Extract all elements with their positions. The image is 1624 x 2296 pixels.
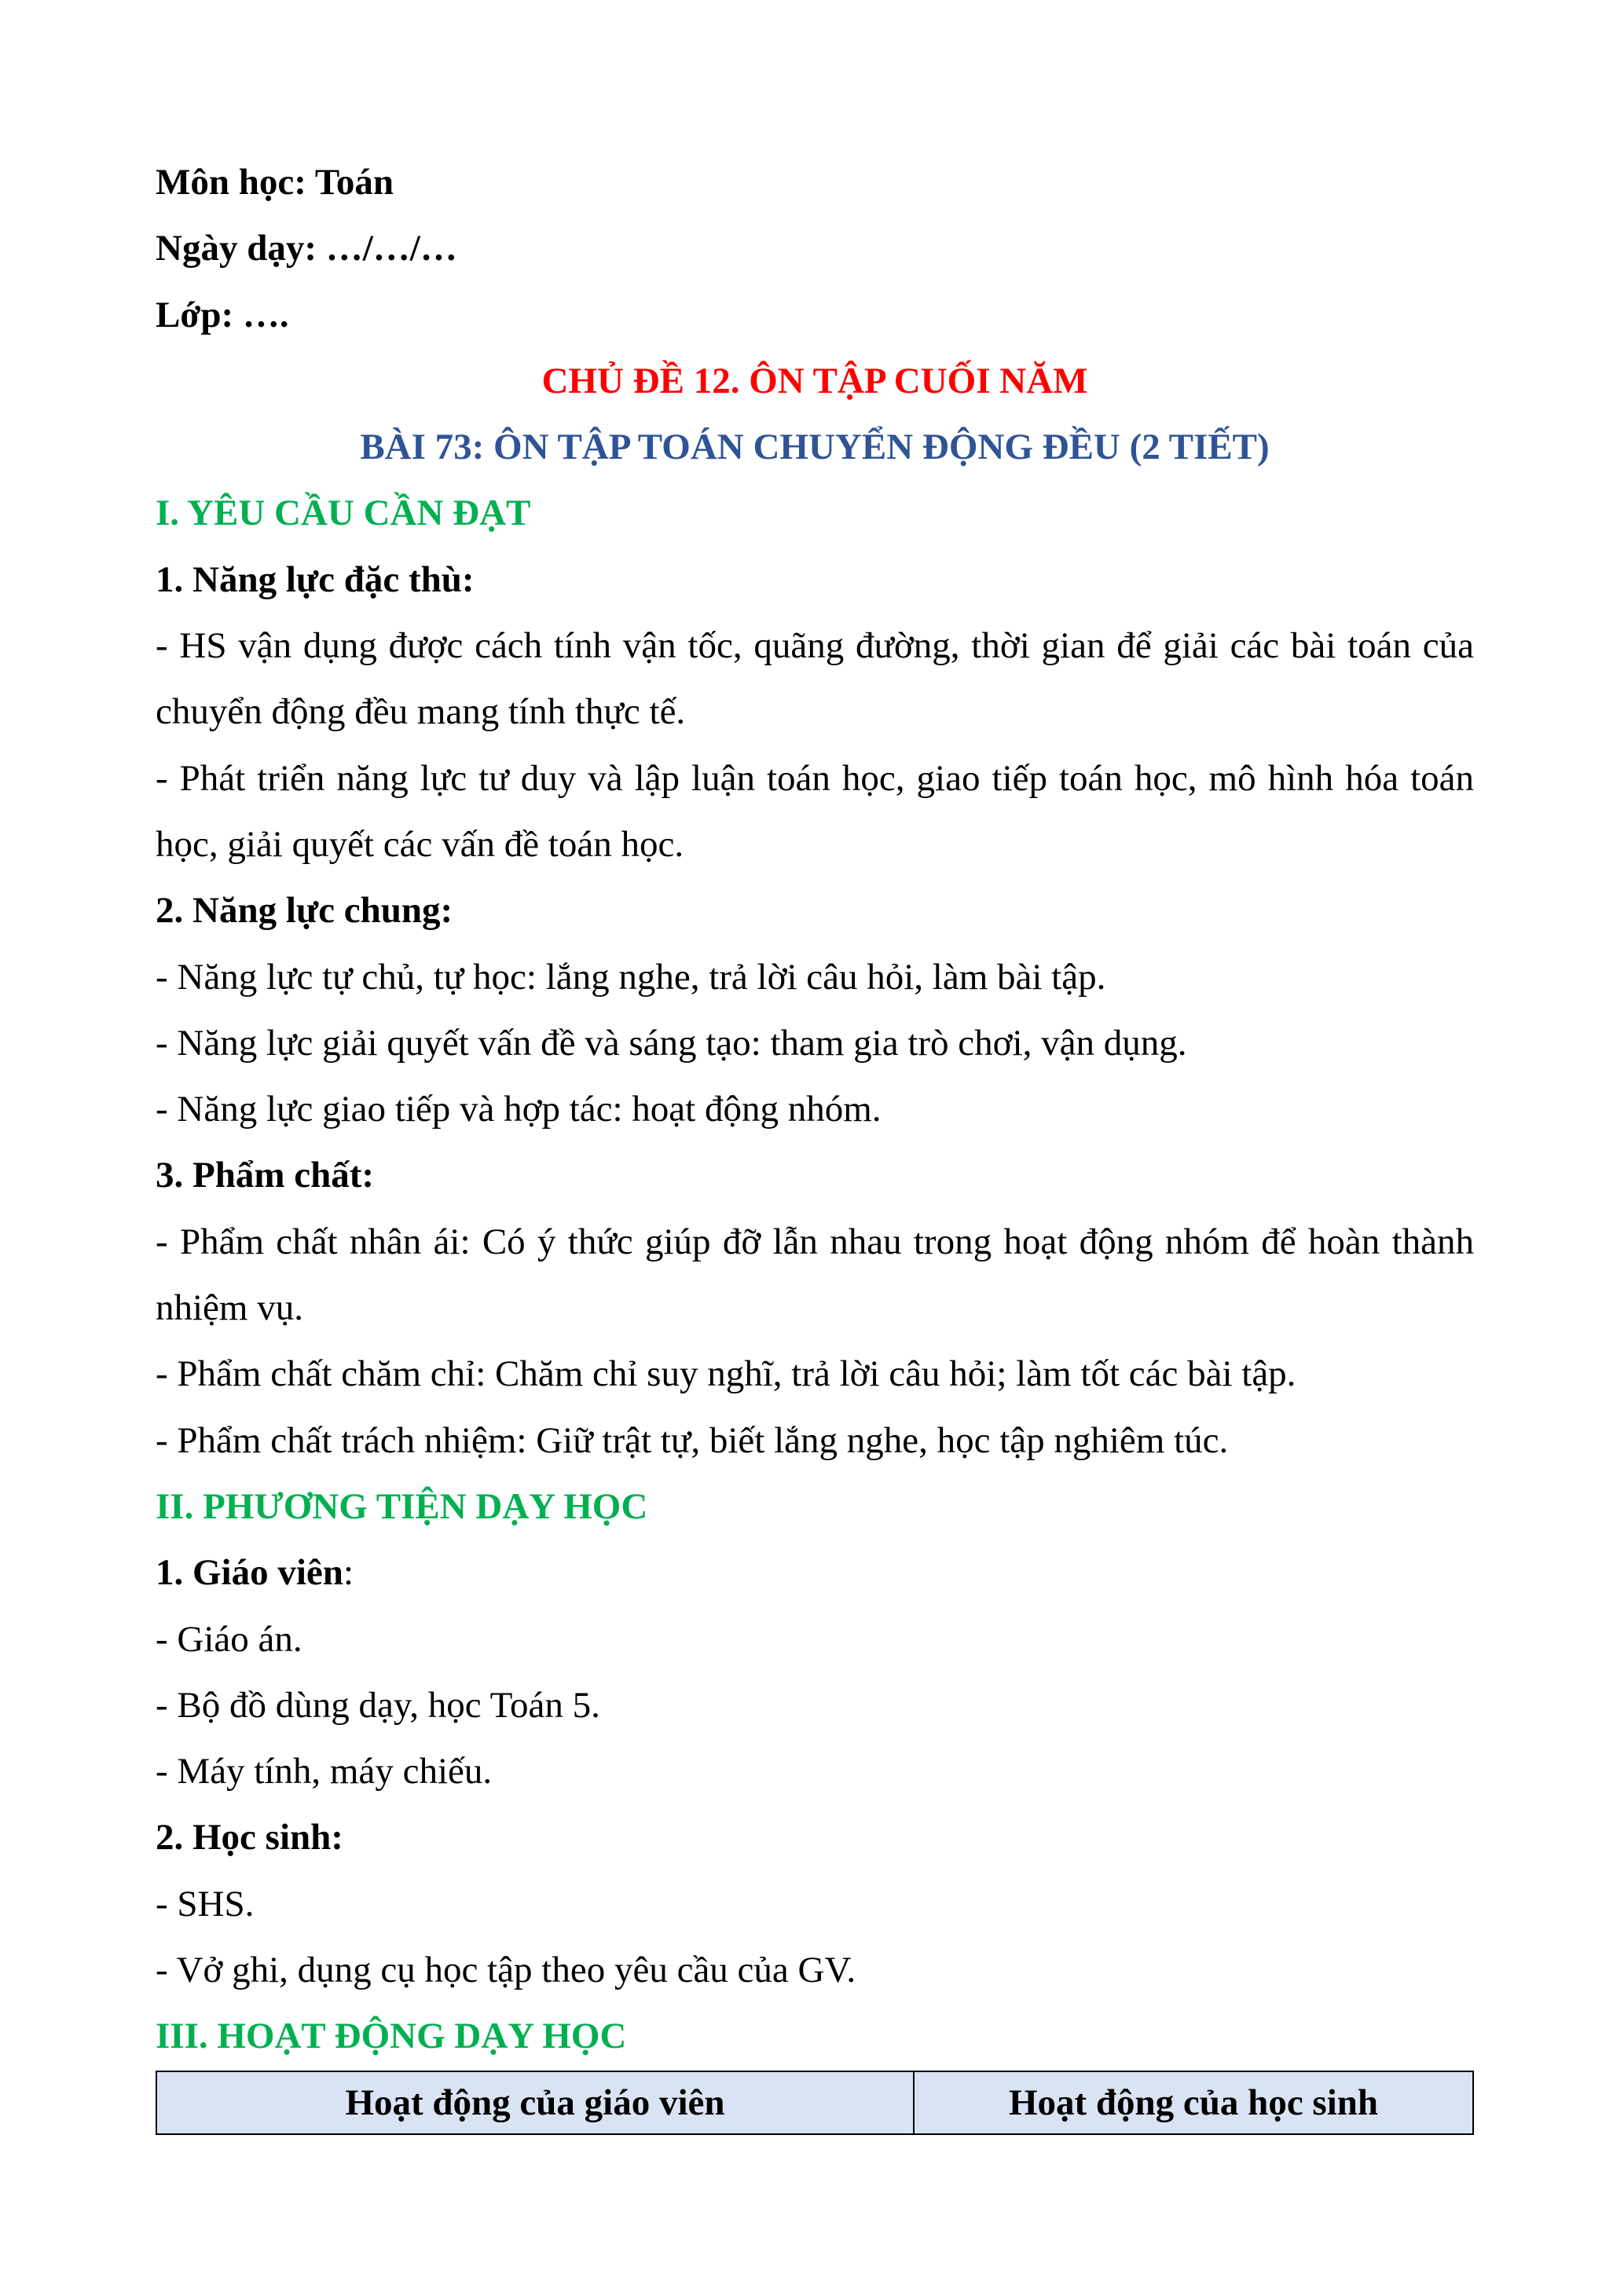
list-item: - Máy tính, máy chiếu.: [156, 1751, 493, 1792]
teacher-colon: :: [343, 1552, 354, 1594]
list-item: - Năng lực tự chủ, tự học: lắng nghe, trả lời câu hỏi, làm bài tập.: [156, 956, 1106, 998]
subsection-specific-competence: 1. Năng lực đặc thù:: [156, 558, 475, 600]
student-activity-header: Hoạt động của học sinh: [914, 2071, 1473, 2134]
subsection-teacher: [156, 1540, 1474, 1606]
list-item: - Giáo án.: [156, 1618, 302, 1660]
subsection-student: 2. Học sinh:: [156, 1817, 343, 1858]
date-label: Ngày dạy:: [156, 228, 317, 269]
list-item: - Phẩm chất trách nhiệm: Giữ trật tự, biết lắng nghe, học tập nghiêm túc.: [156, 1419, 1229, 1461]
class-label: Lớp:: [156, 294, 234, 335]
list-item: - Phát triển năng lực tư duy và lập luận toán học, giao tiếp toán học, mô hình hóa toán học, giải quyết các vấn đề toán học.: [156, 757, 1474, 865]
list-item: - Vở ghi, dụng cụ học tập theo yêu cầu của GV.: [156, 1950, 856, 1991]
table-header-row: [156, 2071, 1473, 2134]
list-item: - Năng lực giải quyết vấn đề và sáng tạo: tham gia trò chơi, vận dụng.: [156, 1022, 1187, 1064]
subject-label: Môn học:: [156, 162, 306, 203]
section-2-heading: II. PHƯƠNG TIỆN DẠY HỌC: [156, 1485, 648, 1527]
date-value: …/…/…: [325, 228, 457, 269]
class-line: [156, 282, 1474, 348]
section-3-heading: III. HOẠT ĐỘNG DẠY HỌC: [156, 2016, 627, 2057]
subsection-qualities: 3. Phẩm chất:: [156, 1155, 375, 1196]
subsection-general-competence: 2. Năng lực chung:: [156, 890, 453, 932]
activity-table: [156, 2071, 1474, 2135]
list-item: - Bộ đồ dùng dạy, học Toán 5.: [156, 1684, 600, 1726]
lesson-title: BÀI 73: ÔN TẬP TOÁN CHUYỂN ĐỘNG ĐỀU (2 TIẾT): [360, 427, 1270, 468]
list-item: - SHS.: [156, 1883, 255, 1924]
teacher-heading: 1. Giáo viên: [156, 1552, 343, 1594]
subject-value: Toán: [314, 162, 394, 203]
list-item: - Phẩm chất chăm chỉ: Chăm chỉ suy nghĩ, trả lời câu hỏi; làm tốt các bài tập.: [156, 1353, 1296, 1395]
list-item: - Năng lực giao tiếp và hợp tác: hoạt động nhóm.: [156, 1089, 882, 1130]
document-page: [156, 149, 1474, 2070]
section-1-heading: I. YÊU CẦU CẦN ĐẠT: [156, 493, 531, 534]
class-value: ….: [242, 294, 289, 335]
topic-title: CHỦ ĐỀ 12. ÔN TẬP CUỐI NĂM: [541, 360, 1088, 401]
list-item: - Phẩm chất nhân ái: Có ý thức giúp đỡ lẫn nhau trong hoạt động nhóm để hoàn thành nhiệm vụ.: [156, 1221, 1474, 1329]
subject-line: [156, 149, 1474, 215]
date-line: [156, 215, 1474, 281]
list-item: - HS vận dụng được cách tính vận tốc, quãng đường, thời gian để giải các bài toán của chuyển động đều mang tính thực tế.: [156, 625, 1474, 733]
teacher-activity-header: Hoạt động của giáo viên: [156, 2071, 914, 2134]
